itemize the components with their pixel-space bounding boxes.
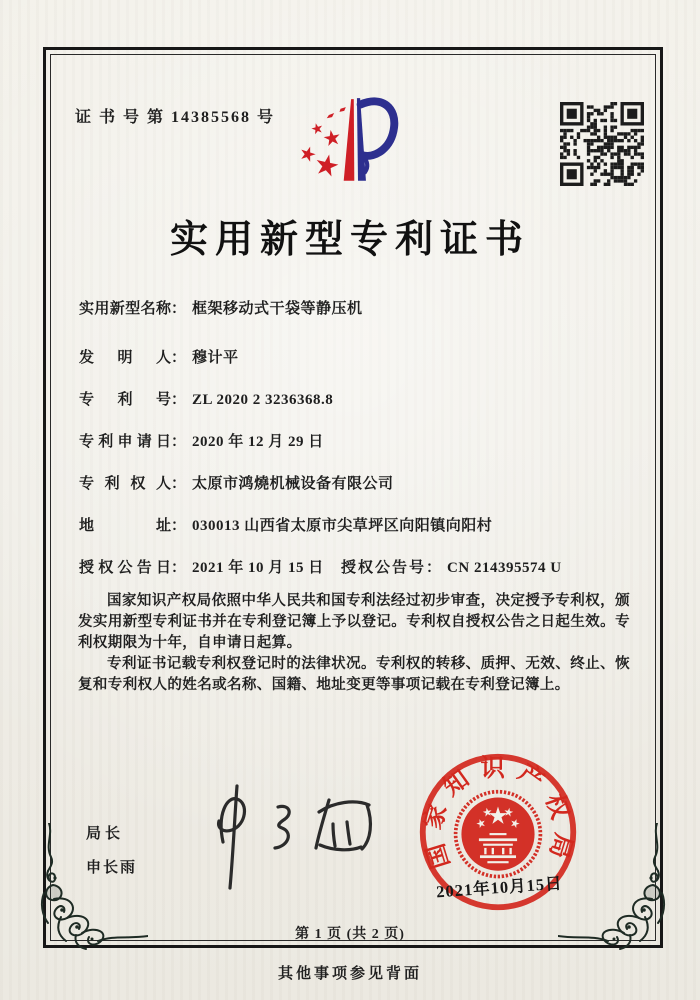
- field-patentee: 专利权人： 太原市鸿燒机械设备有限公司: [79, 472, 624, 488]
- certificate-fields: [79, 297, 624, 598]
- field-grant-number: 授权公告号： CN 214395574 U: [341, 560, 562, 576]
- certificate-number: 证 书 号 第 14385568 号: [75, 109, 276, 126]
- official-title: 局长: [86, 826, 125, 842]
- field-label: 地址: [79, 518, 171, 534]
- field-label: 授权公告号: [341, 560, 427, 576]
- field-label: 发明人: [79, 350, 171, 366]
- field-inventor: 发明人： 穆计平: [79, 346, 624, 362]
- field-value: 太原市鸿燒机械设备有限公司: [192, 476, 394, 492]
- field-utility-model-name: 实用新型名称： 框架移动式干袋等静压机: [79, 297, 624, 313]
- legal-paragraph-1: 国家知识产权局依照中华人民共和国专利法经过初步审查，决定授予专利权，颁发实用新型专利证书并在专利登记簿上予以登记。专利权自授权公告之日起生效。专利权期限为十年，自申请日起算。: [78, 593, 630, 651]
- legal-text: [78, 591, 630, 696]
- field-label: 授权公告日: [79, 560, 171, 576]
- field-label: 实用新型名称: [79, 301, 171, 317]
- field-filing-date: 专利申请日： 2020 年 12 月 29 日: [79, 430, 624, 446]
- field-value: 2020 年 12 月 29 日: [192, 434, 324, 450]
- official-name: 申长雨: [86, 860, 138, 876]
- seal-text: 国家知识产权局: [419, 754, 577, 872]
- national-emblem-icon: [456, 792, 541, 877]
- back-note: 其他事项参见背面: [277, 966, 422, 982]
- field-value: 框架移动式干袋等静压机: [192, 301, 363, 317]
- cnipa-official-seal: [392, 726, 604, 938]
- field-label: 专利申请日: [79, 434, 171, 450]
- field-grant-date: 授权公告日： 2021 年 10 月 15 日 授权公告号： CN 214395574 U: [79, 556, 624, 572]
- field-value: 030013 山西省太原市尖草坪区向阳镇向阳村: [192, 518, 493, 534]
- seal-date: 2021年10月15日: [435, 873, 564, 902]
- field-address: 地址： 030013 山西省太原市尖草坪区向阳镇向阳村: [79, 514, 624, 530]
- field-value: 2021 年 10 月 15 日: [192, 560, 324, 576]
- page-number: 第 1 页 (共 2 页): [295, 927, 405, 942]
- certificate-title: 实用新型专利证书: [169, 219, 530, 261]
- field-patent-number: 专利号： ZL 2020 2 3236368.8: [79, 388, 624, 404]
- field-value: CN 214395574 U: [447, 560, 562, 576]
- legal-paragraph-2: 专利证书记载专利权登记时的法律状况。专利权的转移、质押、无效、终止、恢复和专利权人的姓名或名称、国籍、地址变更等事项记载在专利登记簿上。: [78, 656, 630, 693]
- cnipa-logo-icon: [296, 96, 402, 186]
- official-block: [86, 822, 137, 877]
- qr-code: [560, 102, 644, 186]
- field-value: 穆计平: [192, 350, 239, 366]
- signature-shen-changyu: [192, 780, 397, 895]
- field-label: 专利权人: [79, 476, 171, 492]
- field-label: 专利号: [79, 392, 171, 408]
- field-value: ZL 2020 2 3236368.8: [192, 392, 334, 408]
